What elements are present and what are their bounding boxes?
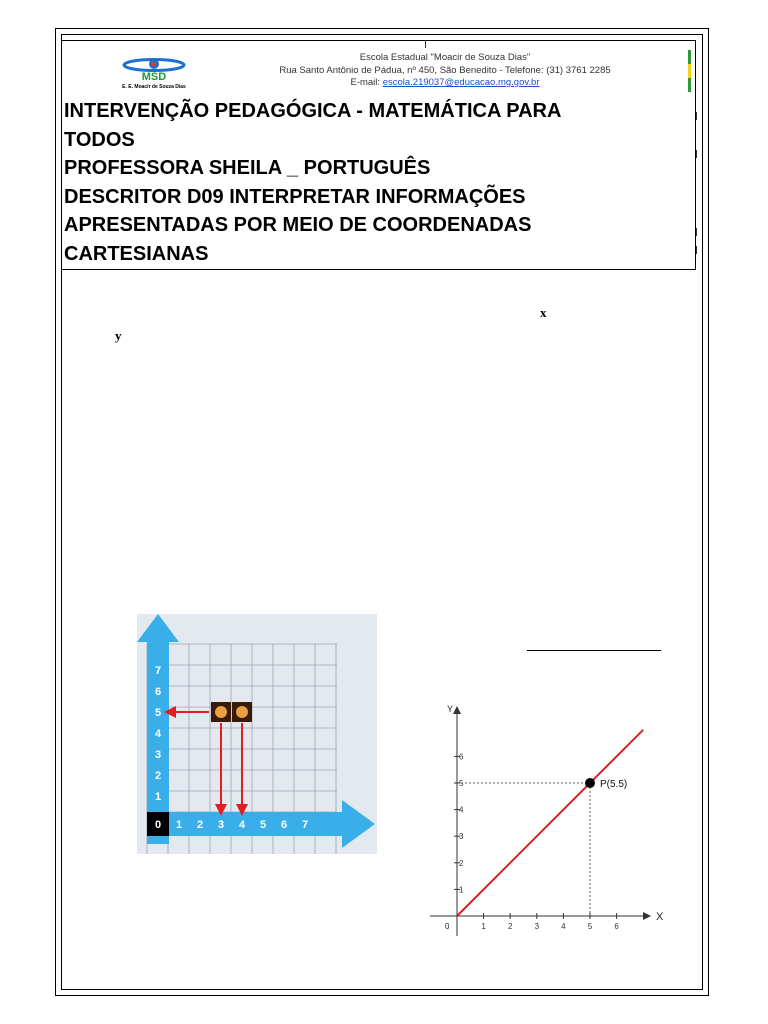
point-marker — [585, 778, 595, 788]
point-label: P(5.5) — [600, 779, 628, 790]
y-tick-label: 5 — [459, 779, 464, 788]
x-number-label: 6 — [280, 819, 288, 831]
school-info — [230, 52, 660, 90]
series-line — [457, 730, 643, 916]
line-graph-point — [457, 778, 627, 916]
axis-letter-x: x — [540, 305, 547, 320]
header-tick — [425, 40, 426, 48]
y-number-label: 2 — [154, 770, 162, 782]
y-number-label: 5 — [154, 707, 162, 719]
y-tick-label: 2 — [459, 858, 464, 868]
x-tick-label: 1 — [481, 922, 486, 931]
y-number-label: 7 — [154, 665, 162, 677]
axis-letter-y: y — [115, 328, 122, 343]
x-number-label: 5 — [259, 819, 267, 831]
y-tick-label: 6 — [459, 752, 464, 762]
answer-blank-line — [527, 650, 661, 651]
x-number-label: 7 — [301, 819, 309, 831]
highlighted-cell-icon — [236, 706, 248, 718]
y-tick-label: 4 — [459, 805, 464, 815]
highlighted-cell-icon — [215, 706, 227, 718]
header-tick — [696, 246, 697, 254]
x-number-label: 1 — [175, 819, 183, 831]
school-email-line — [230, 77, 660, 90]
x-tick-label: 5 — [587, 922, 593, 931]
title-line: PROFESSORA SHEILA _ PORTUGUÊS — [64, 157, 431, 179]
x-axis-label: X — [656, 911, 664, 923]
school-address: Rua Santo Antônio de Pádua, nº 450, São Benedito - Telefone: (31) 3761 2285 — [279, 64, 611, 76]
header-tick — [696, 228, 697, 236]
x-tick-label: 2 — [507, 922, 513, 931]
line-graph-axes — [430, 704, 664, 936]
school-name: Escola Estadual "Moacir de Souza Dias" — [359, 52, 531, 63]
line-graph-series — [457, 730, 643, 916]
grid-figure — [137, 614, 377, 854]
flag-strip — [688, 50, 691, 92]
x-tick-label: 3 — [534, 922, 540, 931]
header-tick — [696, 112, 697, 120]
x-number-label: 2 — [196, 819, 204, 831]
y-number-label: 1 — [154, 791, 162, 803]
y-number-label: 4 — [154, 728, 162, 740]
line-graph — [425, 700, 665, 940]
x-number-label: 0 — [154, 819, 162, 831]
x-axis-arrowhead — [643, 912, 651, 920]
y-axis-arrowhead — [453, 706, 461, 714]
school-logo — [108, 54, 200, 90]
document-title — [64, 97, 684, 268]
x-number-label: 4 — [238, 819, 246, 831]
title-line: CARTESIANAS — [64, 242, 209, 265]
y-tick-label: 1 — [459, 885, 464, 895]
title-line: DESCRITOR D09 INTERPRETAR INFORMAÇÕES — [64, 185, 526, 208]
x-tick-label: 4 — [561, 922, 566, 931]
y-number-label: 3 — [154, 749, 162, 761]
y-tick-label: 3 — [459, 832, 464, 842]
title-line: APRESENTADAS POR MEIO DE COORDENADAS — [64, 214, 532, 236]
header-tick — [696, 150, 697, 158]
title-line: TODOS — [64, 128, 135, 151]
title-line: INTERVENÇÃO PEDAGÓGICA - MATEMÁTICA PARA — [64, 100, 562, 122]
email-label: E-mail: — [350, 77, 383, 88]
y-number-label: 6 — [154, 686, 162, 698]
origin-label: 0 — [445, 922, 450, 931]
x-tick-label: 6 — [614, 922, 619, 931]
email-link[interactable]: escola.219037@educacao.mg.gov.br — [382, 77, 540, 88]
x-number-label: 3 — [217, 819, 225, 831]
y-axis-label: Y — [446, 704, 453, 714]
logo-caption: E. E. Moacir de Souza Dias — [122, 84, 186, 90]
logo-text: MSD — [141, 71, 167, 83]
